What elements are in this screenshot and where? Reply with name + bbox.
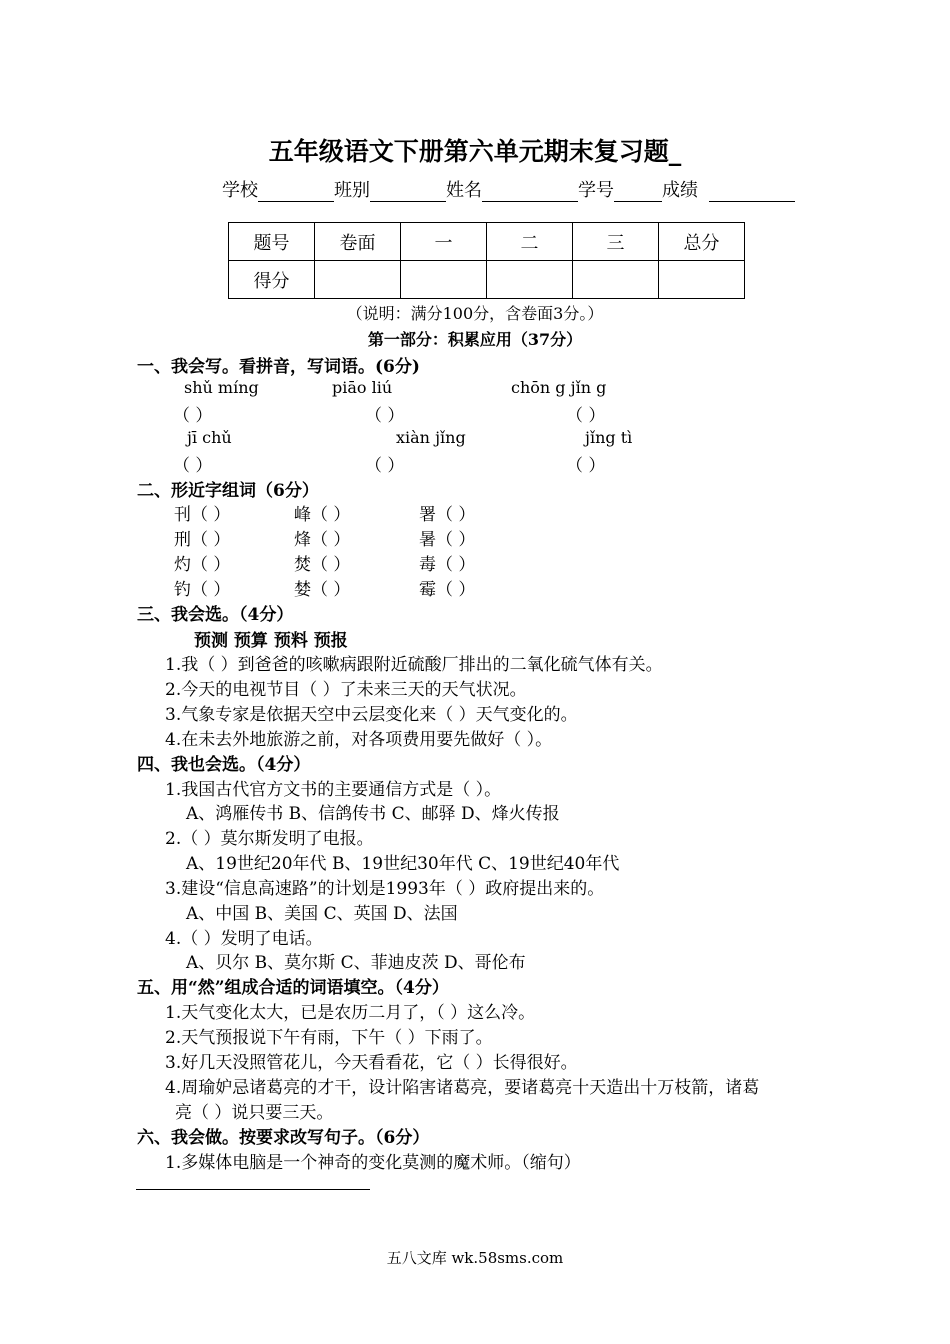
score-label: 成绩: [662, 180, 698, 201]
char-item[interactable]: 钓（ ）: [174, 580, 231, 600]
pinyin: piāo liú: [332, 378, 393, 397]
table-row: [229, 261, 745, 299]
number-blank[interactable]: [614, 183, 662, 202]
answer-blank[interactable]: （ ）: [365, 406, 405, 426]
pinyin: jī chǔ: [187, 428, 232, 447]
score-input-cell[interactable]: [401, 261, 487, 299]
answer-blank[interactable]: （ ）: [173, 406, 213, 426]
pinyin: shǔ míng: [184, 378, 259, 397]
section-6-heading: 六、我会做。按要求改写句子。（6分）: [137, 1128, 430, 1148]
word-bank: 预测 预算 预料 预报: [194, 631, 348, 651]
answer-blank[interactable]: （ ）: [365, 456, 405, 476]
options[interactable]: A、中国 B、美国 C、英国 D、法国: [186, 904, 458, 924]
name-blank[interactable]: [482, 183, 578, 202]
table-cell: 一: [401, 223, 487, 261]
answer-blank[interactable]: （ ）: [566, 406, 606, 426]
part-heading: 第一部分：积累应用（37分）: [367, 330, 583, 349]
char-item[interactable]: 暑（ ）: [419, 530, 476, 550]
pinyin: chōn g jǐn g: [511, 378, 607, 397]
options[interactable]: A、贝尔 B、莫尔斯 C、菲迪皮茨 D、哥伦布: [186, 953, 526, 973]
section-4-heading: 四、我也会选。（4分）: [137, 755, 311, 775]
question-item[interactable]: 3.气象专家是依据天空中云层变化来（ ）天气变化的。: [165, 705, 578, 725]
score-table: [228, 222, 745, 299]
footer-watermark: 五八文库 wk.58sms.com: [386, 1249, 564, 1267]
class-blank[interactable]: [370, 183, 446, 202]
score-input-cell[interactable]: [315, 261, 401, 299]
school-label: 学校: [222, 180, 258, 201]
char-item[interactable]: 焚（ ）: [294, 555, 351, 575]
question-item[interactable]: 4.（ ）发明了电话。: [165, 929, 323, 949]
question-item[interactable]: 1.我（ ）到爸爸的咳嗽病跟附近硫酸厂排出的二氧化硫气体有关。: [165, 655, 663, 675]
question-item[interactable]: 2.天气预报说下午有雨，下午（ ）下雨了。: [165, 1028, 493, 1048]
question-item[interactable]: 3.好几天没照管花儿，今天看看花，它（ ）长得很好。: [165, 1053, 578, 1073]
question-item[interactable]: 4.在未去外地旅游之前，对各项费用要先做好（ ）。: [165, 730, 553, 750]
table-cell: 三: [573, 223, 659, 261]
number-label: 学号: [578, 180, 614, 201]
question-item[interactable]: 4.周瑜妒忌诸葛亮的才干，设计陷害诸葛亮，要诸葛亮十天造出十万枝箭，诸葛: [165, 1078, 760, 1098]
table-cell: 总分: [659, 223, 745, 261]
school-blank[interactable]: [258, 183, 334, 202]
question-item-continued[interactable]: 亮（ ）说只要三天。: [175, 1103, 334, 1123]
name-label: 姓名: [446, 180, 482, 201]
char-item[interactable]: 毒（ ）: [419, 555, 476, 575]
answer-blank[interactable]: （ ）: [173, 456, 213, 476]
page-title: 五年级语文下册第六单元期末复习题_: [268, 137, 682, 166]
question-item[interactable]: 1.天气变化太大，已是农历二月了，（ ）这么冷。: [165, 1003, 536, 1023]
table-cell: 二: [487, 223, 573, 261]
student-info-line: [222, 176, 795, 202]
note: （说明：满分100分，含卷面3分。）: [346, 304, 604, 323]
pinyin: jǐng tì: [585, 428, 633, 447]
pinyin: xiàn jǐng: [396, 428, 466, 447]
section-2-heading: 二、形近字组词（6分）: [137, 481, 319, 501]
table-cell: 得分: [229, 261, 315, 299]
score-input-cell[interactable]: [659, 261, 745, 299]
options[interactable]: A、19世纪20年代 B、19世纪30年代 C、19世纪40年代: [186, 854, 620, 874]
char-item[interactable]: 刊（ ）: [174, 505, 231, 525]
question-item[interactable]: 3.建设“信息高速路”的计划是1993年（ ）政府提出来的。: [165, 879, 605, 899]
char-item[interactable]: 烽（ ）: [294, 530, 351, 550]
table-cell: 题号: [229, 223, 315, 261]
section-3-heading: 三、我会选。（4分）: [137, 605, 294, 625]
section-5-heading: 五、用“然”组成合适的词语填空。（4分）: [137, 978, 449, 998]
score-input-cell[interactable]: [573, 261, 659, 299]
score-blank[interactable]: [709, 183, 795, 202]
score-input-cell[interactable]: [487, 261, 573, 299]
section-1-heading: 一、我会写。看拼音，写词语。(6分): [137, 357, 420, 377]
options[interactable]: A、鸿雁传书 B、信鸽传书 C、邮驿 D、烽火传报: [186, 804, 560, 824]
footnote-rule: [136, 1189, 370, 1190]
char-item[interactable]: 霉（ ）: [419, 580, 476, 600]
table-row: [229, 223, 745, 261]
char-item[interactable]: 峰（ ）: [294, 505, 351, 525]
char-item[interactable]: 婪（ ）: [294, 580, 351, 600]
class-label: 班别: [334, 180, 370, 201]
question-item[interactable]: 2.今天的电视节目（ ）了未来三天的天气状况。: [165, 680, 527, 700]
question-item[interactable]: 2.（ ）莫尔斯发明了电报。: [165, 829, 374, 849]
char-item[interactable]: 灼（ ）: [174, 555, 231, 575]
question-item[interactable]: 1.我国古代官方文书的主要通信方式是（ ）。: [165, 780, 502, 800]
table-cell: 卷面: [315, 223, 401, 261]
char-item[interactable]: 刑（ ）: [174, 530, 231, 550]
char-item[interactable]: 署（ ）: [419, 505, 476, 525]
answer-blank[interactable]: （ ）: [566, 456, 606, 476]
question-item[interactable]: 1.多媒体电脑是一个神奇的变化莫测的魔术师。（缩句）: [165, 1153, 581, 1173]
